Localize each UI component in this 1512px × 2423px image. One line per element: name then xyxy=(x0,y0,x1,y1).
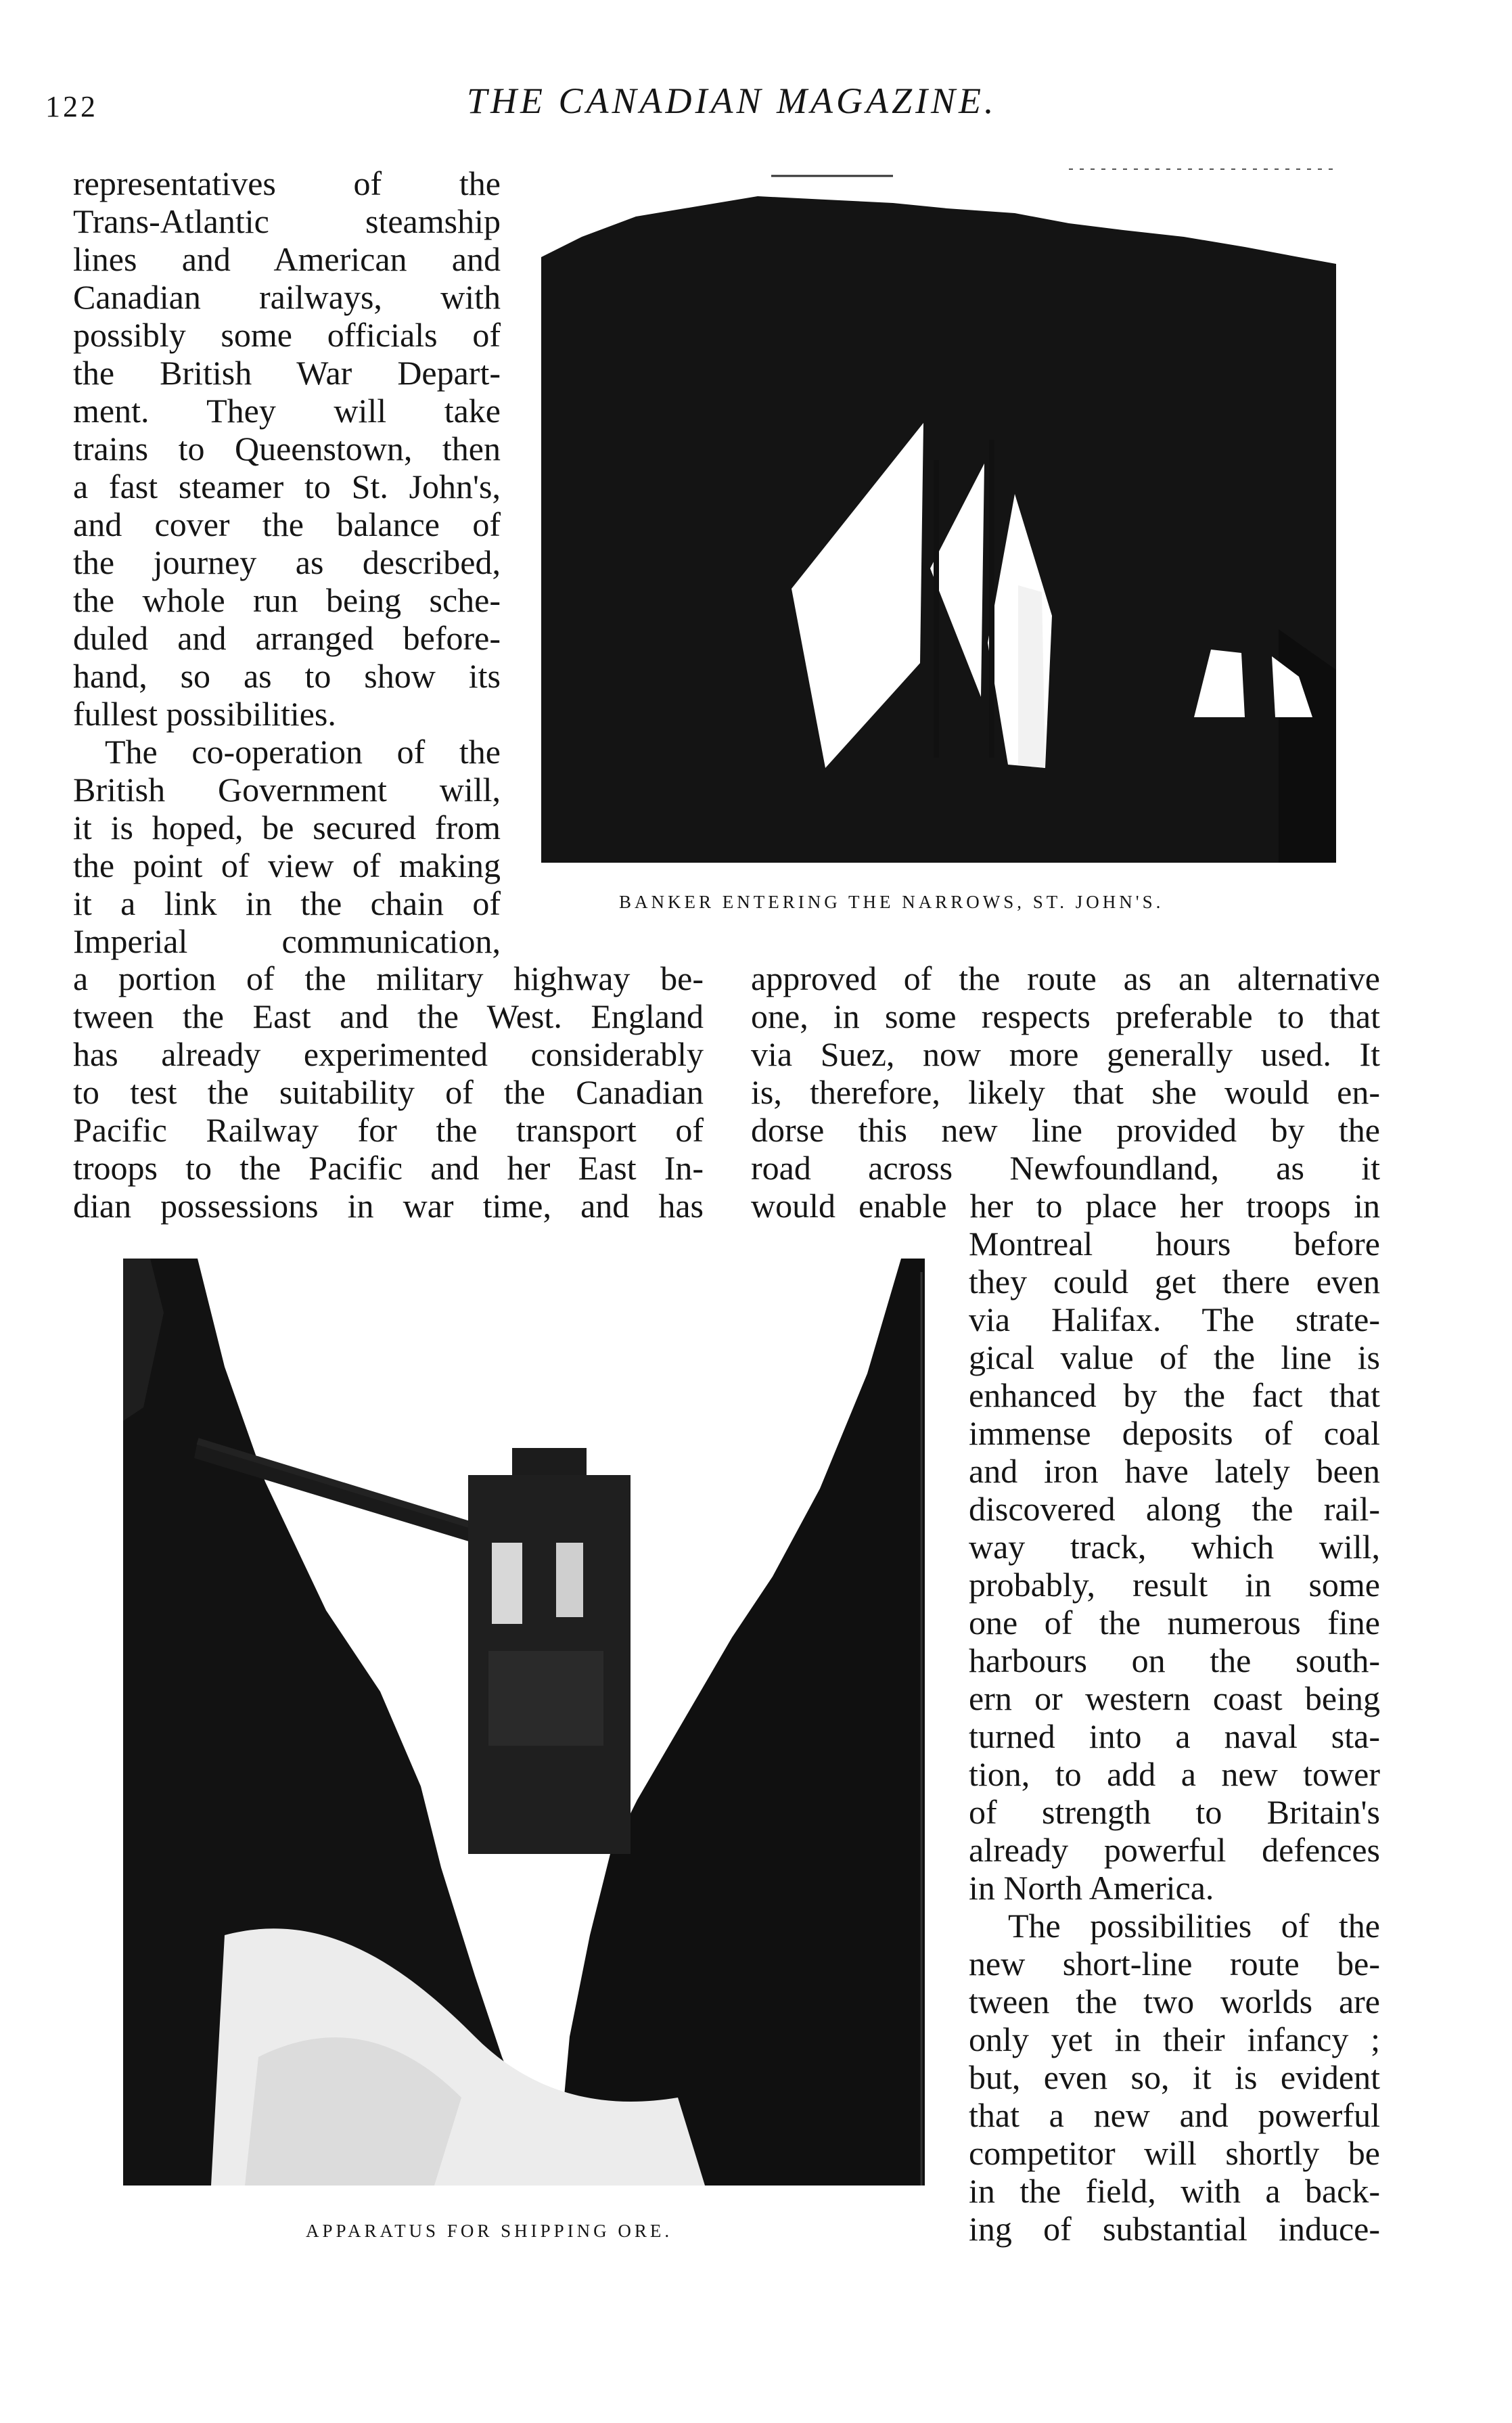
text-line: a fast steamer to St. John's, xyxy=(73,468,501,505)
text-line: and cover the balance of xyxy=(73,505,501,543)
photo-ore-apparatus xyxy=(123,1259,925,2186)
text-line: that a new and powerful xyxy=(969,2096,1380,2134)
running-title: THE CANADIAN MAGAZINE. xyxy=(467,81,997,121)
text-line: but, even so, it is evident xyxy=(969,2058,1380,2096)
text-line: to test the suitability of the Canadian xyxy=(73,1073,704,1111)
text-line: it a link in the chain of xyxy=(73,884,501,922)
text-line: gical value of the line is xyxy=(969,1338,1380,1376)
text-line: ern or western coast being xyxy=(969,1679,1380,1717)
text-line: has already experimented considerably xyxy=(73,1035,704,1073)
schooner-illustration xyxy=(541,156,1336,863)
text-line: tion, to add a new tower xyxy=(969,1755,1380,1793)
text-line: one, in some respects preferable to that xyxy=(751,997,1380,1035)
text-line: discovered along the rail- xyxy=(969,1490,1380,1528)
text-line: tween the East and the West. England xyxy=(73,997,704,1035)
text-line: British Government will, xyxy=(73,771,501,809)
text-line: road across Newfoundland, as it xyxy=(751,1149,1380,1187)
text-line: the British War Depart- xyxy=(73,354,501,392)
page-number: 122 xyxy=(45,90,98,123)
text-line: possibly some officials of xyxy=(73,316,501,354)
text-line: already powerful defences xyxy=(969,1831,1380,1869)
text-line: in the field, with a back- xyxy=(969,2172,1380,2210)
text-line: and iron have lately been xyxy=(969,1452,1380,1490)
text-line: via Suez, now more generally used. It xyxy=(751,1035,1380,1073)
text-line: Canadian railways, with xyxy=(73,278,501,316)
text-line: representatives of the xyxy=(73,164,501,202)
text-line: it is hoped, be secured from xyxy=(73,809,501,846)
text-line: in North America. xyxy=(969,1869,1214,1907)
text-line: duled and arranged before- xyxy=(73,619,501,657)
text-line: probably, result in some xyxy=(969,1566,1380,1604)
text-line: is, therefore, likely that she would en- xyxy=(751,1073,1380,1111)
caption-ore-apparatus: APPARATUS FOR SHIPPING ORE. xyxy=(306,2221,673,2241)
text-line: via Halifax. The strate- xyxy=(969,1300,1380,1338)
text-line: The co-operation of the xyxy=(105,733,501,771)
photo-banker-narrows xyxy=(541,156,1336,863)
text-line: harbours on the south- xyxy=(969,1641,1380,1679)
text-line: of strength to Britain's xyxy=(969,1793,1380,1831)
text-line: dian possessions in war time, and has xyxy=(73,1187,704,1225)
text-line: ing of substantial induce- xyxy=(969,2210,1380,2248)
text-line: immense deposits of coal xyxy=(969,1414,1380,1452)
text-line: a portion of the military highway be- xyxy=(73,959,704,997)
text-line: would enable her to place her troops in xyxy=(751,1187,1380,1225)
text-line: tween the two worlds are xyxy=(969,1983,1380,2020)
caption-banker-narrows: BANKER ENTERING THE NARROWS, ST. JOHN'S. xyxy=(619,892,1164,912)
text-line: lines and American and xyxy=(73,240,501,278)
text-line: only yet in their infancy ; xyxy=(969,2020,1380,2058)
ore-apparatus-illustration xyxy=(123,1259,925,2186)
text-line: competitor will shortly be xyxy=(969,2134,1380,2172)
text-line: hand, so as to show its xyxy=(73,657,501,695)
text-line: Pacific Railway for the transport of xyxy=(73,1111,704,1149)
text-line: fullest possibilities. xyxy=(73,695,336,733)
text-line: ment. They will take xyxy=(73,392,501,430)
text-line: the journey as described, xyxy=(73,543,501,581)
text-line: Trans-Atlantic steamship xyxy=(73,202,501,240)
text-line: trains to Queenstown, then xyxy=(73,430,501,468)
text-line: troops to the Pacific and her East In- xyxy=(73,1149,704,1187)
text-line: The possibilities of the xyxy=(1008,1907,1380,1945)
text-line: approved of the route as an alternative xyxy=(751,959,1380,997)
text-line: Imperial communication, xyxy=(73,922,501,960)
text-line: they could get there even xyxy=(969,1263,1380,1300)
text-line: enhanced by the fact that xyxy=(969,1376,1380,1414)
text-line: turned into a naval sta- xyxy=(969,1717,1380,1755)
text-line: the point of view of making xyxy=(73,846,501,884)
text-line: way track, which will, xyxy=(969,1528,1380,1566)
text-line: new short-line route be- xyxy=(969,1945,1380,1983)
text-line: dorse this new line provided by the xyxy=(751,1111,1380,1149)
text-line: Montreal hours before xyxy=(969,1225,1380,1263)
text-line: the whole run being sche- xyxy=(73,581,501,619)
text-line: one of the numerous fine xyxy=(969,1604,1380,1641)
